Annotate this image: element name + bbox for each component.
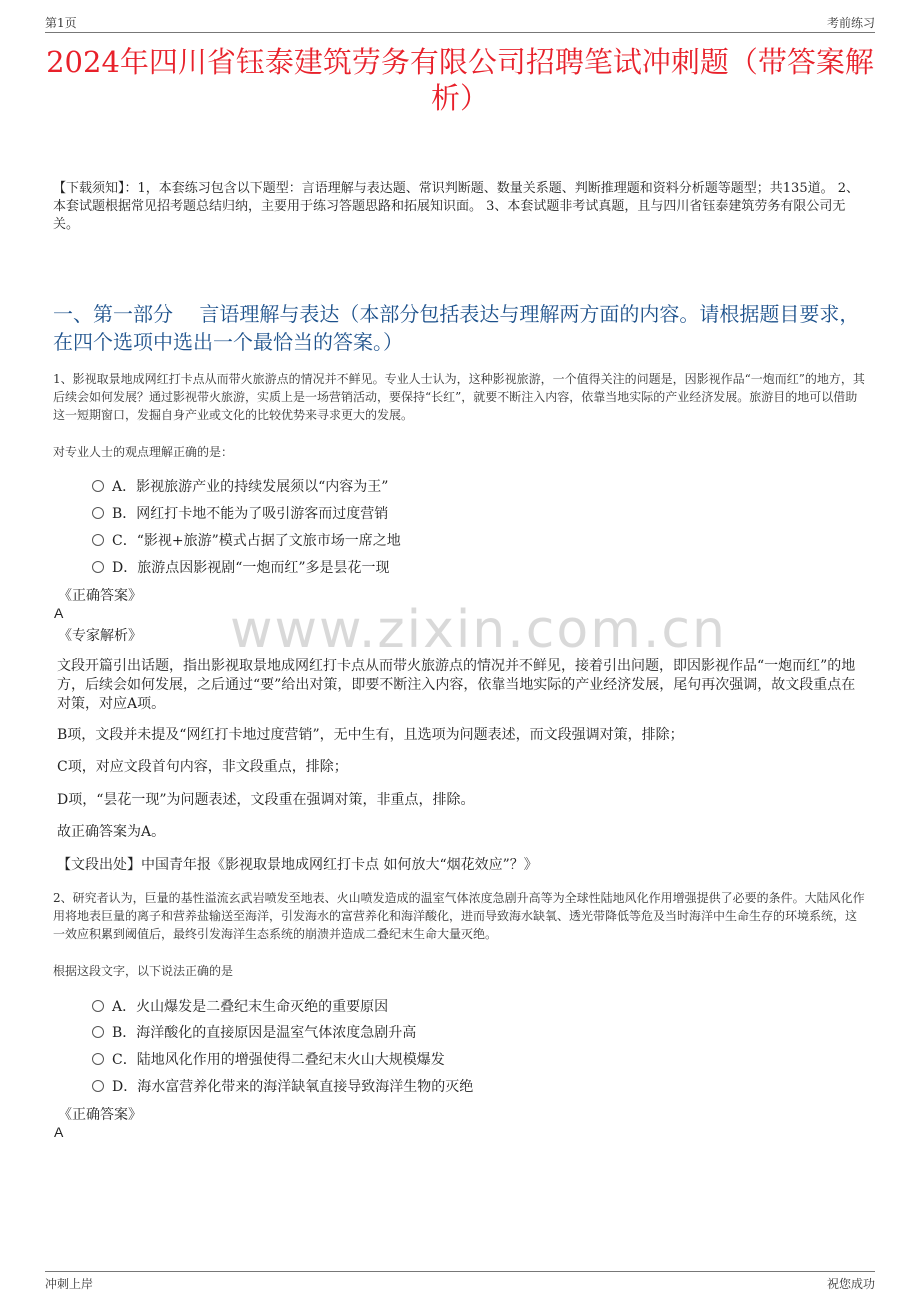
radio-icon[interactable] [92, 507, 104, 519]
q2-option-c[interactable]: C．陆地风化作用的增强使得二叠纪末火山大规模爆发 [92, 1049, 445, 1069]
q2-answer-label: 《正确答案》 [58, 1107, 142, 1123]
radio-icon[interactable] [92, 1026, 104, 1038]
header-right-label: 考前练习 [826, 16, 875, 30]
document-title: 2024年四川省钰泰建筑劳务有限公司招聘笔试冲刺题（带答案解析） [46, 45, 874, 115]
radio-icon[interactable] [92, 561, 104, 573]
question-2-text: 2、研究者认为，巨量的基性溢流玄武岩喷发至地表、火山喷发造成的温室气体浓度急剧升高等为全球性陆地风化作用增强提供了必要的条件。大陆风化作用将地表巨量的离子和营养盐输送至海洋，引发海水的富营养化和海洋酸化，进而导致海水缺氧、透光带降低等危及当时海洋中生命生存的环境系统，这一效应积累到阈值后，最终引发海洋生态系统的崩溃并造成二叠纪末生命大量灭绝。 [53, 891, 865, 941]
radio-icon[interactable] [92, 480, 104, 492]
page-header [45, 14, 875, 33]
radio-icon[interactable] [92, 534, 104, 546]
q1-analysis-paragraph: 文段开篇引出话题，指出影视取景地成网红打卡点从而带火旅游点的情况并不鲜见，接着引出问题，即因影视作品“一炮而红”的地方，后续会如何发展，之后通过“要”给出对策，即要不断注入内容，依靠当地实际的产业经济发展，尾句再次强调，故文段重点在对策，对应A项。 [57, 658, 856, 712]
q2-option-b[interactable]: B．海洋酸化的直接原因是温室气体浓度急剧升高 [92, 1022, 416, 1042]
question-1-text: 1、影视取景地成网红打卡点从而带火旅游点的情况并不鲜见。专业人士认为，这种影视旅游，一个值得关注的问题是，因影视作品“一炮而红”的地方，其后续会如何发展？通过影视带火旅游，实质上是一场营销活动，要保持“长红”，就要不断注入内容，依靠当地实际的产业经济发展。旅游目的地可以借助这一短期窗口，发掘自身产业或文化的比较优势来寻求更大的发展。 [53, 372, 865, 422]
question-1-stem: 对专业人士的观点理解正确的是： [53, 445, 234, 459]
radio-icon[interactable] [92, 1053, 104, 1065]
q1-analysis-paragraph: B项，文段并未提及“网红打卡地过度营销”，无中生有，且选项为问题表述，而文段强调对策，排除； [57, 727, 684, 743]
q1-analysis-label: 《专家解析》 [58, 628, 142, 644]
radio-icon[interactable] [92, 1080, 104, 1092]
watermark: www.zixin.com.cn [230, 600, 727, 660]
footer-left-label: 冲刺上岸 [45, 1277, 94, 1291]
q1-analysis-paragraph: C项，对应文段首句内容，非文段重点，排除； [57, 759, 348, 775]
q1-source: 【文段出处】中国青年报《影视取景地成网红打卡点 如何放大“烟花效应”？》 [57, 857, 538, 873]
radio-icon[interactable] [92, 1000, 104, 1012]
q1-analysis-paragraph: D项，“昙花一现”为问题表述，文段重在强调对策，非重点，排除。 [57, 792, 475, 808]
q2-answer: A [54, 1124, 64, 1140]
section-heading: 一、第一部分 言语理解与表达（本部分包括表达与理解两方面的内容。请根据题目要求，在四个选项中选出一个最恰当的答案。） [53, 302, 860, 354]
page-number: 第1页 [45, 16, 77, 30]
page-footer [45, 1271, 875, 1293]
q1-option-b[interactable]: B．网红打卡地不能为了吸引游客而过度营销 [92, 503, 388, 523]
question-2-stem: 根据这段文字，以下说法正确的是 [53, 964, 234, 978]
q1-option-a[interactable]: A．影视旅游产业的持续发展须以“内容为王” [92, 476, 388, 496]
q1-option-d[interactable]: D．旅游点因影视剧“一炮而红”多是昙花一现 [92, 557, 390, 577]
q1-answer: A [54, 605, 64, 621]
q2-option-a[interactable]: A．火山爆发是二叠纪末生命灭绝的重要原因 [92, 996, 388, 1016]
q1-analysis-paragraph: 故正确答案为A。 [57, 824, 166, 840]
q2-option-d[interactable]: D．海水富营养化带来的海洋缺氧直接导致海洋生物的灭绝 [92, 1076, 473, 1096]
q1-answer-label: 《正确答案》 [58, 588, 142, 604]
download-notice: 【下载须知】：1，本套练习包含以下题型：言语理解与表达题、常识判断题、数量关系题、判断推理题和资料分析题等题型；共135道。 2、本套试题根据常见招考题总结归纳，主要用于练习答题思路和拓展知识面。 3、本套试题非考试真题，且与四川省钰泰建筑劳务有限公司无关。 [53, 181, 859, 232]
footer-right-label: 祝您成功 [826, 1277, 875, 1291]
q1-option-c[interactable]: C．“影视+旅游”模式占据了文旅市场一席之地 [92, 530, 401, 550]
